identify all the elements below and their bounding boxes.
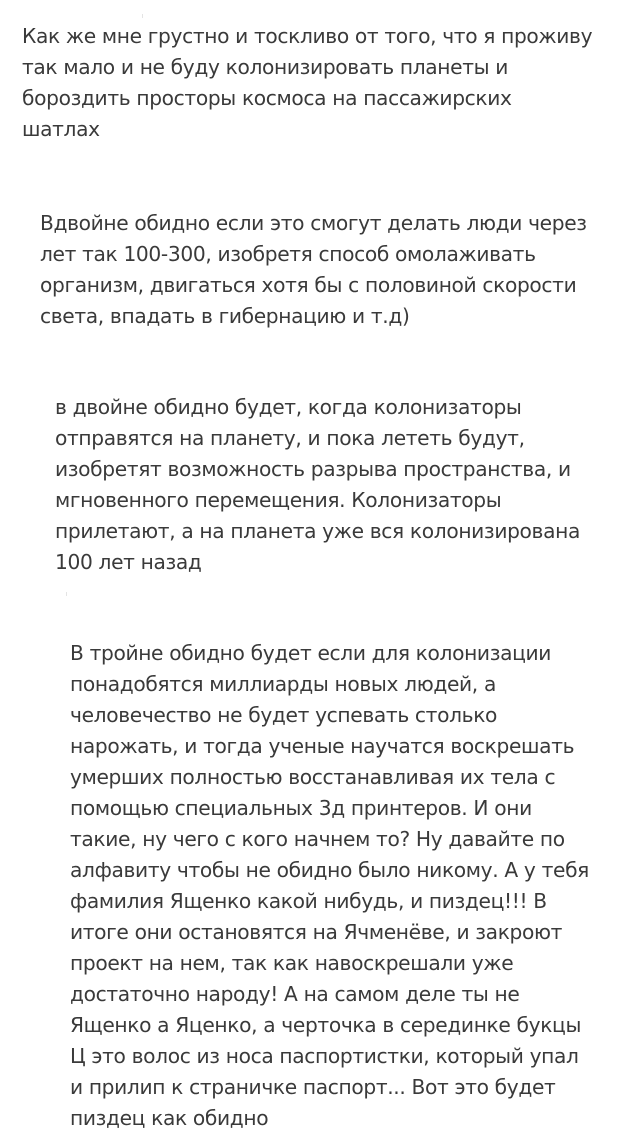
- scan-artifact-top: [142, 14, 143, 18]
- comment-text-1: Как же мне грустно и тоскливо от того, что я проживу так мало и не буду колонизировать планеты и бороздить просторы космоса на пассажирских шатлах: [22, 24, 593, 141]
- comment-text-2: Вдвойне обидно если это смогут делать люди через лет так 100-300, изобретя способ омолаживать организм, двигаться хотя бы с половиной скорости света, впадать в гибернацию и т.д): [40, 211, 587, 328]
- comment-text-3: в двойне обидно будет, когда колонизаторы отправятся на планету, и пока лететь будут, изобретят возможность разрыва пространства, и мгновенного перемещения. Колонизаторы прилетают, а на планета уже вся колонизирована 100 лет назад: [55, 395, 580, 574]
- scan-artifact-left: [66, 592, 67, 596]
- comment-text-4: В тройне обидно будет если для колонизации понадобятся миллиарды новых людей, а человечество не будет успевать столько нарожать, и тогда ученые научатся воскрешать умерших полностью восстанавливая их тела с помощью специальных 3д принтеров. И они такие, ну чего с кого начнем то? Ну давайте по алфавиту чтобы не обидно было никому. А у тебя фамилия Ященко какой нибудь, и пиздец!!! В итоге они остановятся на Ячменёве, и закроют проект на нем, так как навоскрешали уже достаточно народу! А на самом деле ты не Ященко а Яценко, а черточка в серединке букцы Ц это волос из носа паспортистки, который упал и прилип к страничке паспорт... Вот это будет пиздец как обидно: [70, 641, 589, 1130]
